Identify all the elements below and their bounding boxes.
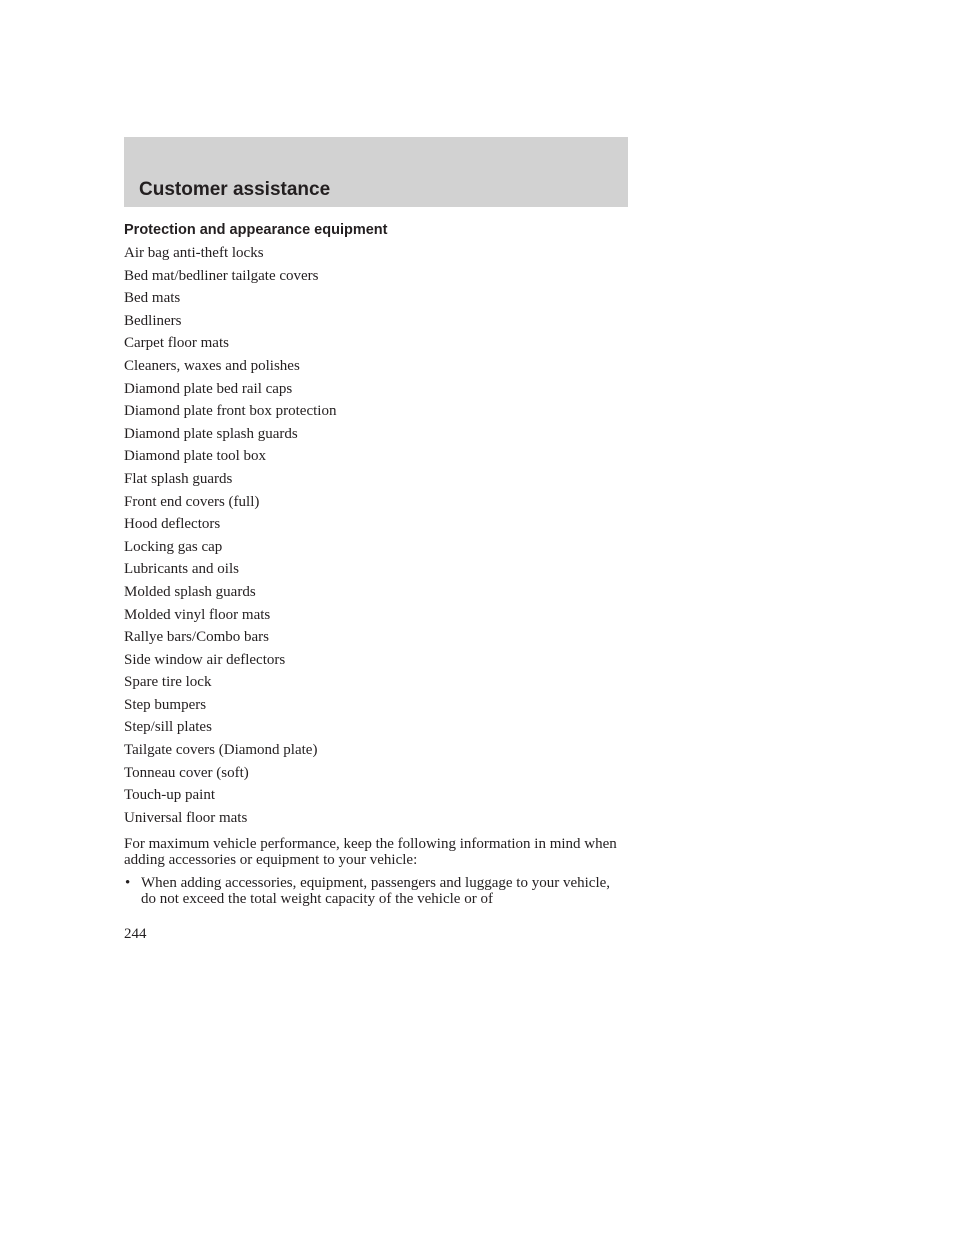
list-item: Locking gas cap	[124, 538, 223, 555]
list-item: Rallye bars/Combo bars	[124, 629, 269, 646]
list-item: Bedliners	[124, 312, 182, 329]
list-item: Spare tire lock	[124, 674, 212, 691]
section-header-band	[124, 137, 628, 207]
list-item: Bed mat/bedliner tailgate covers	[124, 267, 319, 284]
list-item: Universal floor mats	[124, 809, 248, 826]
list-item: Diamond plate tool box	[124, 448, 267, 465]
list-item: Cleaners, waxes and polishes	[124, 357, 300, 374]
list-item: Step bumpers	[124, 696, 207, 713]
main-content	[124, 220, 624, 907]
list-item: Tailgate covers (Diamond plate)	[124, 742, 318, 759]
section-heading: Protection and appearance equipment	[124, 222, 388, 238]
list-item: Hood deflectors	[124, 516, 221, 533]
bullet-icon: •	[125, 875, 131, 892]
bullet-item	[124, 875, 624, 907]
bullet-list	[124, 875, 624, 907]
list-item: Step/sill plates	[124, 719, 212, 736]
page-number: 244	[124, 926, 147, 942]
intro-paragraph: For maximum vehicle performance, keep the following information in mind when adding accessories or equipment to your vehicle:	[124, 836, 617, 869]
list-item: Diamond plate bed rail caps	[124, 380, 293, 397]
list-item: Air bag anti-theft locks	[124, 245, 264, 261]
list-item: Diamond plate splash guards	[124, 425, 298, 442]
list-item: Tonneau cover (soft)	[124, 764, 249, 781]
list-item: Lubricants and oils	[124, 561, 239, 578]
list-item: Side window air deflectors	[124, 651, 286, 668]
equipment-list	[124, 242, 624, 829]
list-item: Molded splash guards	[124, 583, 256, 600]
page-title: Customer assistance	[139, 179, 331, 200]
list-item: Molded vinyl floor mats	[124, 606, 271, 623]
list-item: Flat splash guards	[124, 470, 233, 487]
bullet-text: When adding accessories, equipment, passengers and luggage to your vehicle, do not exceed the total weight capacity of the vehicle or of	[141, 875, 611, 908]
list-item: Bed mats	[124, 290, 181, 307]
list-item: Touch-up paint	[124, 787, 216, 804]
list-item: Diamond plate front box protection	[124, 403, 337, 420]
list-item: Front end covers (full)	[124, 493, 260, 510]
list-item: Carpet floor mats	[124, 335, 229, 352]
